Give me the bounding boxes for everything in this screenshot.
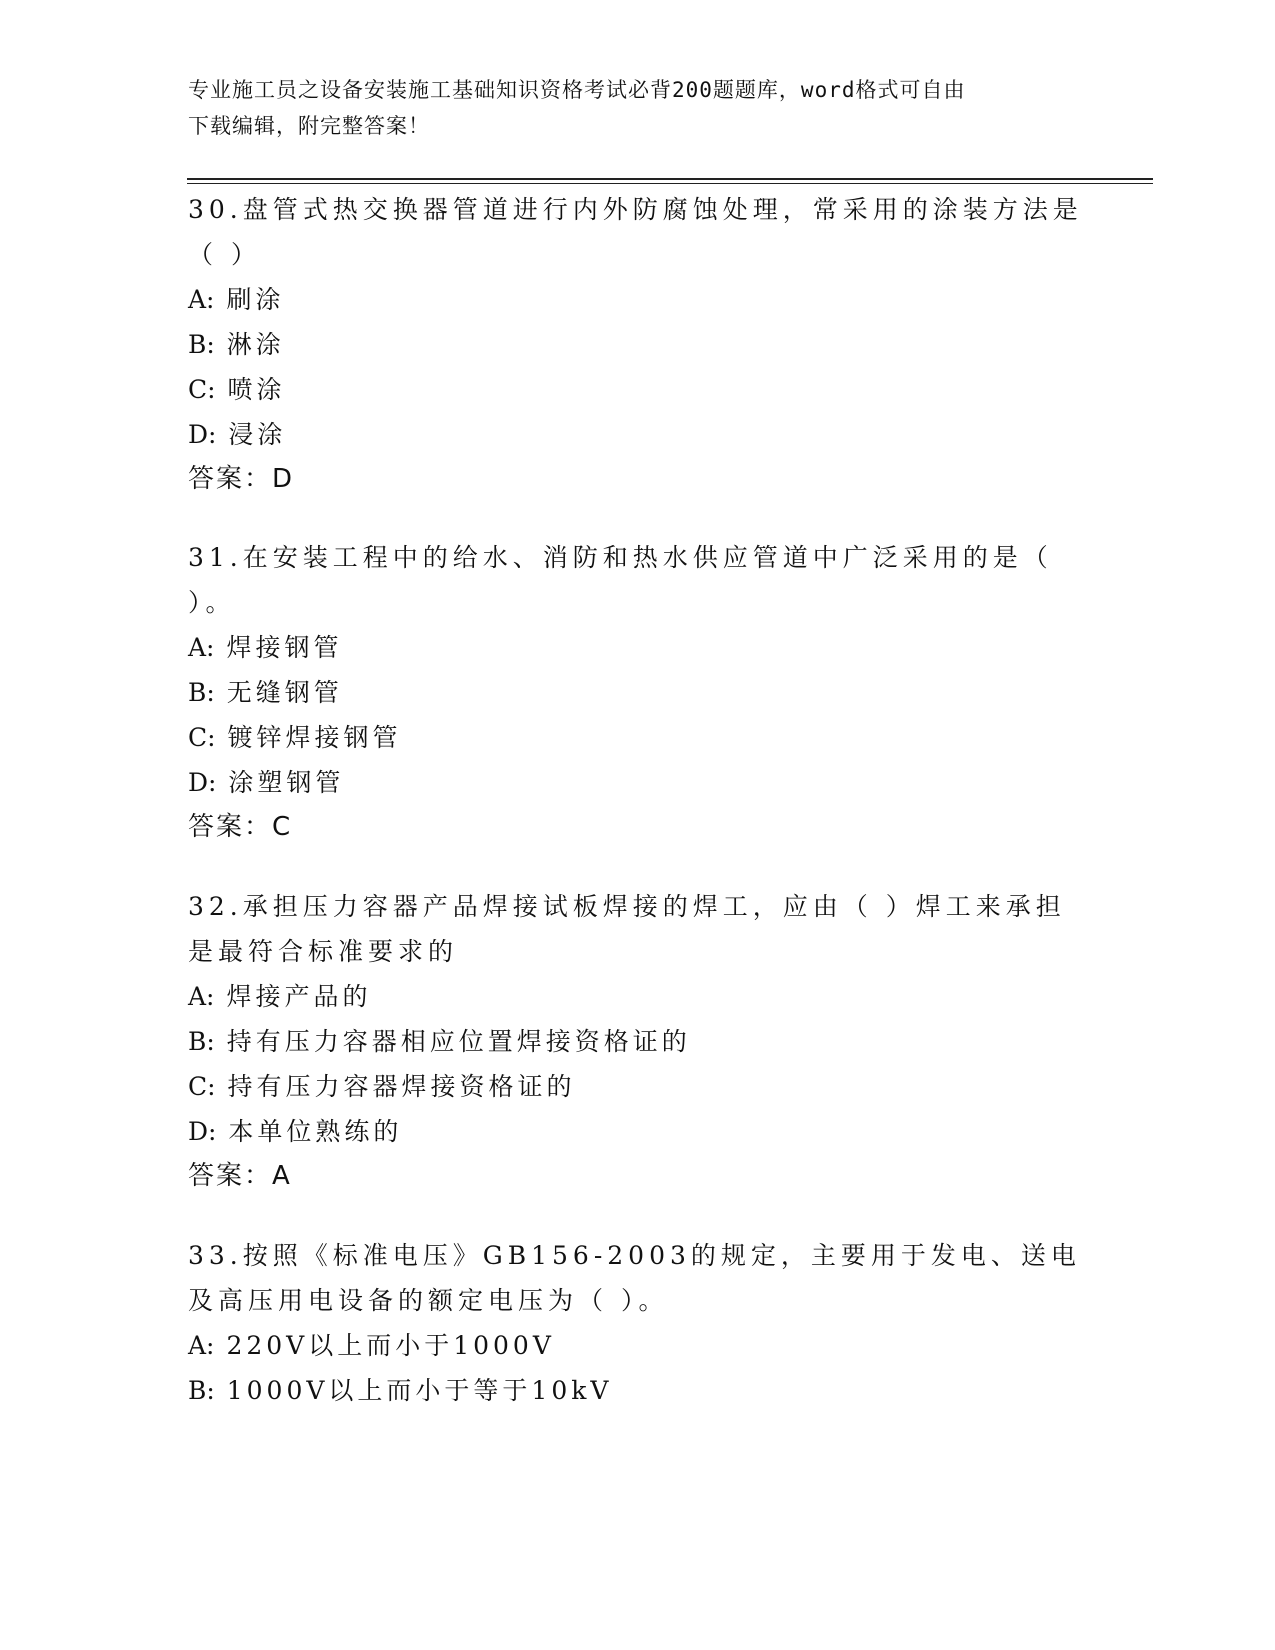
option-letter: A:	[188, 633, 215, 662]
option-c	[188, 367, 1088, 412]
option-a	[188, 625, 1088, 670]
header-divider-thick	[187, 178, 1153, 180]
question-30	[188, 187, 1088, 502]
header-line-2: 下载编辑，附完整答案！	[188, 114, 430, 138]
option-a	[188, 974, 1088, 1019]
option-text: 本单位熟练的	[228, 1117, 403, 1146]
option-text: 220V以上而小于1000V	[226, 1331, 555, 1360]
option-d	[188, 412, 1088, 457]
question-32	[188, 884, 1088, 1199]
question-stem: 32.承担压力容器产品焊接试板焊接的焊工，应由（ ）焊工来承担是最符合标准要求的	[188, 892, 1066, 966]
question-stem: 33.按照《标准电压》GB156-2003的规定，主要用于发电、送电及高压用电设备的额定电压为（ ）。	[188, 1241, 1081, 1315]
option-text: 淋涂	[226, 330, 285, 359]
question-stem: 30.盘管式热交换器管道进行内外防腐蚀处理，常采用的涂装方法是（ ）	[188, 195, 1083, 269]
option-text: 1000V以上而小于等于10kV	[226, 1376, 613, 1405]
option-letter: D:	[188, 420, 217, 449]
option-b	[188, 1368, 1088, 1413]
option-c	[188, 1064, 1088, 1109]
option-c	[188, 715, 1088, 760]
header-divider-thin	[187, 183, 1153, 184]
header-line-1: 专业施工员之设备安装施工基础知识资格考试必背200题题库，word格式可自由	[188, 78, 966, 102]
option-letter: D:	[188, 1117, 217, 1146]
option-letter: C:	[188, 1072, 216, 1101]
answer-line: 答案：A	[188, 1161, 292, 1191]
option-letter: D:	[188, 768, 217, 797]
option-text: 涂塑钢管	[228, 768, 345, 797]
option-letter: A:	[188, 982, 215, 1011]
option-letter: A:	[188, 285, 215, 314]
question-33	[188, 1233, 1088, 1413]
option-letter: A:	[188, 1331, 215, 1360]
option-a	[188, 1323, 1088, 1368]
option-text: 喷涂	[227, 375, 286, 404]
option-text: 持有压力容器焊接资格证的	[227, 1072, 576, 1101]
option-text: 焊接钢管	[226, 633, 343, 662]
answer-line: 答案：D	[188, 464, 295, 494]
question-31	[188, 535, 1088, 850]
option-text: 浸涂	[228, 420, 287, 449]
document-header	[188, 72, 1068, 144]
option-letter: C:	[188, 723, 216, 752]
option-d	[188, 760, 1088, 805]
option-text: 镀锌焊接钢管	[227, 723, 402, 752]
option-letter: C:	[188, 375, 216, 404]
option-a	[188, 277, 1088, 322]
question-stem: 31.在安装工程中的给水、消防和热水供应管道中广泛采用的是（ ）。	[188, 543, 1053, 617]
option-text: 焊接产品的	[226, 982, 372, 1011]
option-text: 无缝钢管	[226, 678, 343, 707]
option-d	[188, 1109, 1088, 1154]
option-b	[188, 1019, 1088, 1064]
option-b	[188, 322, 1088, 367]
option-letter: B:	[188, 678, 215, 707]
option-letter: B:	[188, 1376, 215, 1405]
option-letter: B:	[188, 1027, 215, 1056]
option-letter: B:	[188, 330, 215, 359]
option-text: 刷涂	[226, 285, 285, 314]
answer-line: 答案：C	[188, 812, 293, 842]
option-text: 持有压力容器相应位置焊接资格证的	[226, 1027, 691, 1056]
option-b	[188, 670, 1088, 715]
